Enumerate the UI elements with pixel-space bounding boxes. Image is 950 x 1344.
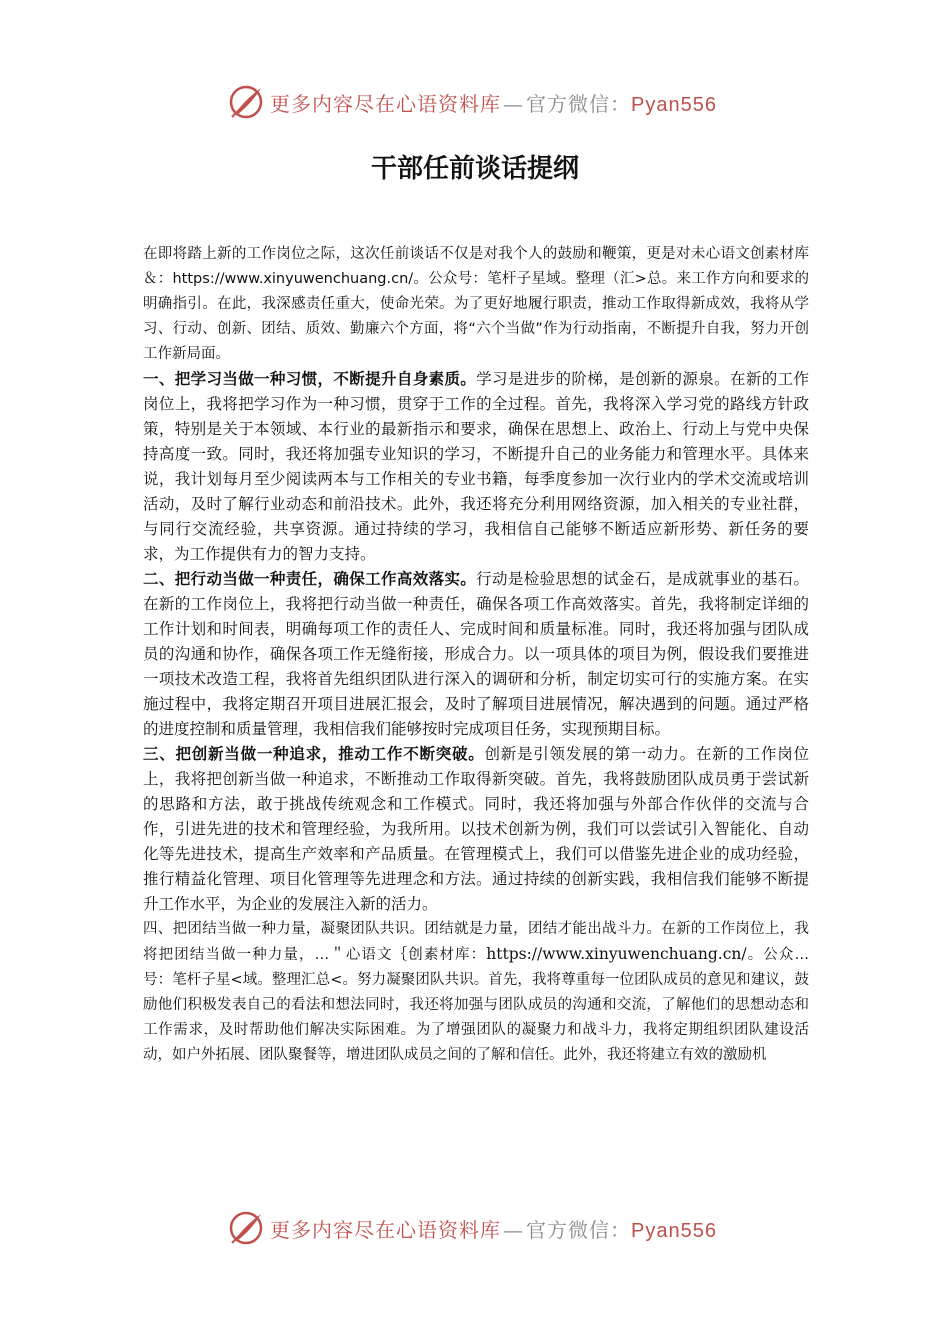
banner-wechat-id: Pyan556 [631, 93, 717, 116]
quill-pen-logo-icon [228, 84, 264, 120]
banner-text [270, 1214, 717, 1243]
section-3-paragraph [143, 742, 809, 917]
section-4-part-1: 四、把团结当做一种力量，凝聚团队共识。团结就是力量，团结才能出战斗力。在新的工作岗位上，我将把团结当做一种力量，…＂心语文｛创素材库： [143, 921, 809, 963]
section-2-body: 行动是检验思想的试金石，是成就事业的基石。在新的工作岗位上，我将把行动当做一种责任，确保各项工作高效落实。首先，我将制定详细的工作计划和时间表，明确每项工作的责任人、完成时间和质量标准。同时，我还将加强与团队成员的沟通和协作，确保各项工作无缝衔接，形成合力。以一项具体的项目为例，假设我们要推进一项技术改造工程，我将首先组织团队进行深入的调研和分析，制定切实可行的实施方案。在实施过程中，我将定期召开项目进展汇报会，及时了解项目进展情况，解决遇到的问题。通过严格的进度控制和质量管理，我相信我们能够按时完成项目任务，实现预期目标。 [143, 570, 809, 738]
footer-banner [228, 1210, 728, 1246]
header-banner [228, 84, 728, 120]
section-4-part-2: 。公众…号：笔杆子星<域。整理汇总<。努力凝聚团队共识。首先，我将尊重每一位团队成员的意见和建议，鼓励他们积极发表自己的看法和想法同时，我还将加强与团队成员的沟通和交流，了解他们的思想动态和工作需求，及时帮助他们解决实际困难。为了增强团队的凝聚力和战斗力，我将定期组织团队建设活动，如户外拓展、团队聚餐等，增进团队成员之间的了解和信任。此外，我还将建立有效的激励机 [143, 947, 810, 1063]
quill-pen-logo-icon [228, 1210, 264, 1246]
banner-text [270, 88, 717, 117]
banner-slogan: 更多内容尽在心语资料库 [270, 91, 501, 116]
section-2-heading: 二、把行动当做一种责任，确保工作高效落实。 [143, 570, 477, 588]
section-1-paragraph [143, 367, 809, 567]
banner-slogan: 更多内容尽在心语资料库 [270, 1217, 501, 1242]
section-1-heading: 一、把学习当做一种习惯，不断提升自身素质。 [143, 370, 477, 388]
document-title: 干部任前谈话提纲 [370, 154, 579, 184]
section-3-body: 创新是引领发展的第一动力。在新的工作岗位上，我将把创新当做一种追求，不断推动工作取得新突破。首先，我将鼓励团队成员勇于尝试新的思路和方法，敢于挑战传统观念和工作模式。同时，我还将加强与外部合作伙伴的交流与合作，引进先进的技术和管理经验，为我所用。以技术创新为例，我们可以尝试引入智能化、自动化等先进技术，提高生产效率和产品质量。在管理模式上，我们可以借鉴先进企业的成功经验，推行精益化管理、项目化管理等先进理念和方法。通过持续的创新实践，我相信我们能够不断提升工作水平，为企业的发展注入新的活力。 [143, 745, 809, 913]
banner-separator: — [503, 91, 524, 116]
section-1-body: 学习是进步的阶梯，是创新的源泉。在新的工作岗位上，我将把学习作为一种习惯，贯穿于工作的全过程。首先，我将深入学习党的路线方针政策，特别是关于本领域、本行业的最新指示和要求，确保在思想上、政治上、行动上与党中央保持高度一致。同时，我还将加强专业知识的学习，不断提升自己的业务能力和管理水平。具体来说，我计划每月至少阅读两本与工作相关的专业书籍，每季度参加一次行业内的学术交流或培训活动，及时了解行业动态和前沿技术。此外，我还将充分利用网络资源，加入相关的专业社群，与同行交流经验，共享资源。通过持续的学习，我相信自己能够不断适应新形势、新任务的要求，为工作提供有力的智力支持。 [143, 370, 809, 563]
section-4-url: https://www.xinyuwenchuang.cn/ [486, 945, 747, 963]
document-body [143, 242, 809, 1068]
section-4-paragraph [143, 917, 809, 1068]
banner-wechat-label: 官方微信： [526, 1217, 631, 1242]
intro-paragraph: 在即将踏上新的工作岗位之际，这次任前谈话不仅是对我个人的鼓励和鞭策，更是对未心语文创素材库＆：https://www.xinyuwenchuang.cn/。公众号：笔杆子星域。整理（汇>总。来工作方向和要求的明确指引。在此，我深感责任重大，使命光荣。为了更好地履行职责，推动工作取得新成效，我将从学习、行动、创新、团结、质效、勤廉六个方面，将“六个当做”作为行动指南，不断提升自我，努力开创工作新局面。 [143, 246, 809, 362]
banner-wechat-label: 官方微信： [526, 91, 631, 116]
section-2-paragraph [143, 567, 809, 742]
banner-separator: — [503, 1217, 524, 1242]
banner-wechat-id: Pyan556 [631, 1219, 717, 1242]
section-3-heading: 三、把创新当做一种追求，推动工作不断突破。 [143, 745, 485, 763]
